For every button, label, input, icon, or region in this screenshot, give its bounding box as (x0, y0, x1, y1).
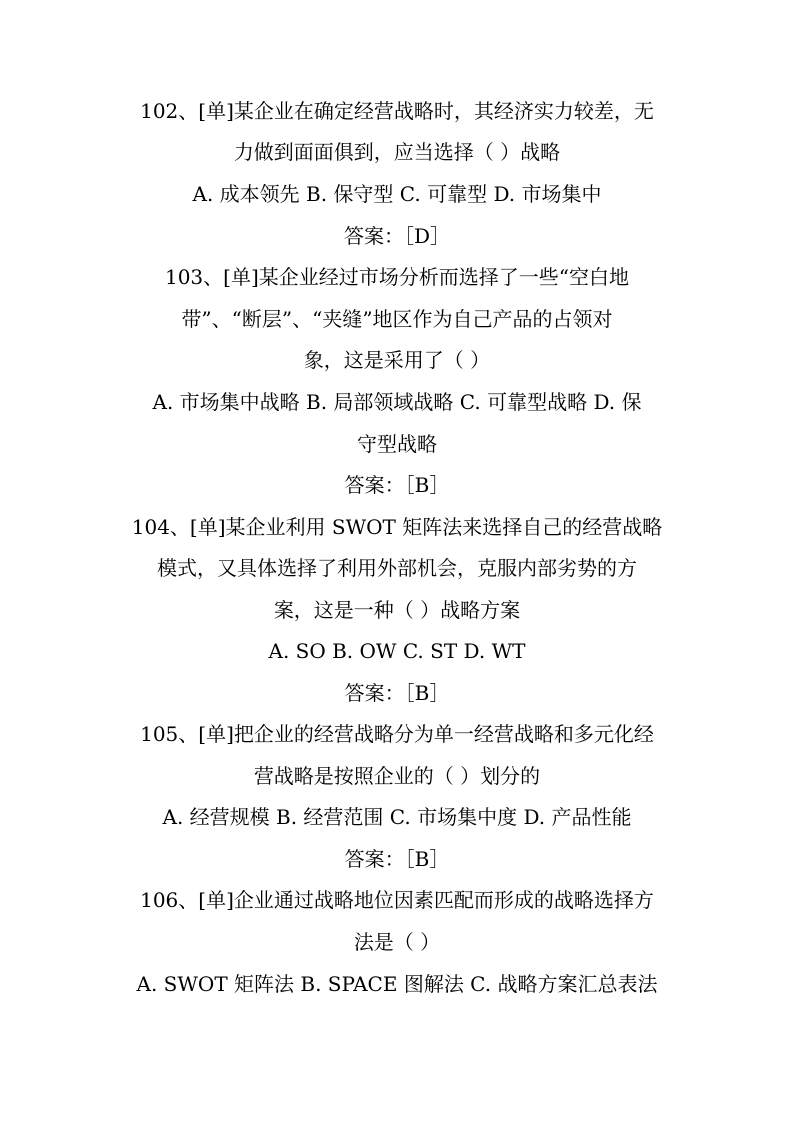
question-105-answer: 答案：［B］ (344, 847, 450, 871)
question-103-stem-line-3: 象，这是采用了（ ） (303, 348, 491, 372)
question-104-stem-line-3: 案，这是一种（ ）战略方案 (273, 598, 521, 622)
question-105-stem-line-1: 105、[单]把企业的经营战略分为单一经营战略和多元化经 (140, 722, 654, 746)
question-105-stem-line-2: 营战略是按照企业的（ ）划分的 (253, 764, 541, 788)
question-103-options-line-1: A. 市场集中战略 B. 局部领域战略 C. 可靠型战略 D. 保 (152, 390, 642, 414)
question-104-stem-line-2: 模式，又具体选择了利用外部机会，克服内部劣势的方 (157, 556, 637, 580)
question-104-answer: 答案：［B］ (344, 681, 450, 705)
question-106-options: A. SWOT 矩阵法 B. SPACE 图解法 C. 战略方案汇总表法 (136, 972, 658, 996)
question-102-stem-line-1: 102、[单]某企业在确定经营战略时，其经济实力较差，无 (140, 99, 654, 123)
question-103-options-line-2: 守型战略 (357, 432, 437, 456)
question-103-answer: 答案：［B］ (344, 473, 450, 497)
question-104-stem-line-1: 104、[单]某企业利用 SWOT 矩阵法来选择自己的经营战略 (131, 515, 663, 539)
question-103-stem-line-1: 103、[单]某企业经过市场分析而选择了一些“空白地 (164, 265, 629, 289)
question-103-stem-line-2: 带”、“断层”、“夹缝”地区作为自己产品的占领对 (181, 307, 613, 331)
question-102-answer: 答案：［D］ (343, 224, 451, 248)
question-102-stem-line-2: 力做到面面俱到，应当选择（ ）战略 (233, 140, 561, 164)
question-102-options: A. 成本领先 B. 保守型 C. 可靠型 D. 市场集中 (192, 182, 602, 206)
question-105-options: A. 经营规模 B. 经营范围 C. 市场集中度 D. 产品性能 (162, 805, 632, 829)
question-106-stem-line-1: 106、[单]企业通过战略地位因素匹配而形成的战略选择方 (140, 888, 654, 912)
question-104-options: A. SO B. OW C. ST D. WT (268, 639, 526, 663)
question-106-stem-line-2: 法是（ ） (353, 930, 441, 954)
